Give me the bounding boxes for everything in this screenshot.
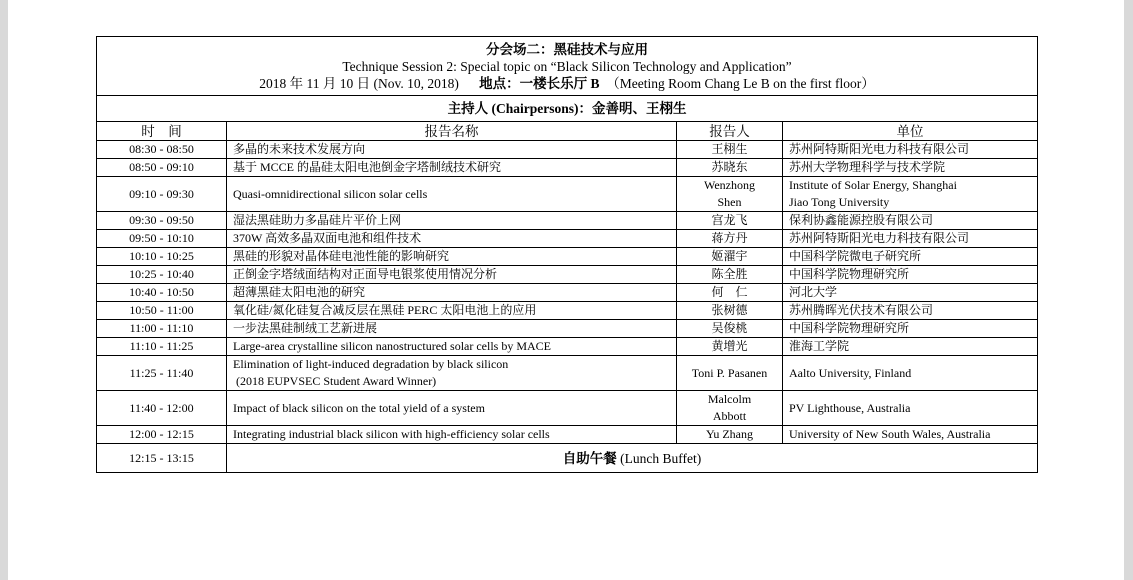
talk-time: 09:50 - 10:10 [97, 230, 227, 248]
talk-speaker-line2: Abbott [712, 409, 747, 423]
talk-speaker: 宫龙飞 [677, 212, 783, 230]
talk-speaker: 王栩生 [677, 141, 783, 159]
talk-speaker-line1: Malcolm [707, 392, 752, 406]
session-title-en: Technique Session 2: Special topic on “Black Silicon Technology and Application” [342, 59, 792, 74]
table-row [97, 391, 1038, 426]
talk-affiliation: 淮海工学院 [783, 338, 1038, 356]
talk-title: 黑硅的形貌对晶体硅电池性能的影响研究 [227, 248, 677, 266]
table-row [97, 302, 1038, 320]
session-header-row [97, 37, 1038, 96]
talk-affiliation: PV Lighthouse, Australia [783, 391, 1038, 426]
talk-time: 11:40 - 12:00 [97, 391, 227, 426]
talk-speaker-line2: Shen [717, 195, 742, 209]
chairpersons-row [97, 96, 1038, 122]
col-header-affiliation: 单位 [783, 122, 1038, 141]
session-location-label: 地点：一楼长乐厅 B [479, 76, 600, 91]
talk-affiliation: University of New South Wales, Australia [783, 426, 1038, 444]
talk-title: 氧化硅/氮化硅复合减反层在黑硅 PERC 太阳电池上的应用 [227, 302, 677, 320]
talk-title-line2: (2018 EUPVSEC Student Award Winner) [233, 374, 437, 388]
talk-speaker: Yu Zhang [677, 426, 783, 444]
talk-speaker: 黄增光 [677, 338, 783, 356]
talk-speaker [677, 391, 783, 426]
session-location-en: （Meeting Room Chang Le B on the first floor） [606, 76, 875, 91]
talk-title: Large-area crystalline silicon nanostructured solar cells by MACE [227, 338, 677, 356]
table-row [97, 159, 1038, 177]
talk-time: 12:00 - 12:15 [97, 426, 227, 444]
table-row [97, 177, 1038, 212]
talk-time: 08:30 - 08:50 [97, 141, 227, 159]
talk-speaker [677, 177, 783, 212]
lunch-time: 12:15 - 13:15 [97, 444, 227, 473]
talk-affiliation: 苏州腾晖光伏技术有限公司 [783, 302, 1038, 320]
talk-time: 10:50 - 11:00 [97, 302, 227, 320]
col-header-title: 报告名称 [227, 122, 677, 141]
talk-title: 基于 MCCE 的晶硅太阳电池倒金字塔制绒技术研究 [227, 159, 677, 177]
talk-affiliation: 中国科学院微电子研究所 [783, 248, 1038, 266]
document-page [8, 0, 1124, 580]
table-row [97, 338, 1038, 356]
column-header-row [97, 122, 1038, 141]
col-header-speaker: 报告人 [677, 122, 783, 141]
talk-affiliation: 保利协鑫能源控股有限公司 [783, 212, 1038, 230]
talk-speaker-line1: Wenzhong [703, 178, 756, 192]
talk-affiliation: 中国科学院物理研究所 [783, 266, 1038, 284]
talk-speaker: 张树德 [677, 302, 783, 320]
table-row [97, 212, 1038, 230]
talk-title: Integrating industrial black silicon with high-efficiency solar cells [227, 426, 677, 444]
talk-affiliation-line1: Institute of Solar Energy, Shanghai [789, 178, 957, 192]
table-row [97, 141, 1038, 159]
talk-title [227, 356, 677, 391]
chairpersons-names: 金善明、王栩生 [591, 101, 687, 116]
talk-title: 湿法黑硅助力多晶硅片平价上网 [227, 212, 677, 230]
talk-title: 正倒金字塔绒面结构对正面导电银浆使用情况分析 [227, 266, 677, 284]
session-date: 2018 年 11 月 10 日 (Nov. 10, 2018) [259, 76, 459, 91]
talk-affiliation [783, 177, 1038, 212]
lunch-label-en: (Lunch Buffet) [620, 450, 702, 466]
talk-time: 09:10 - 09:30 [97, 177, 227, 212]
chairpersons-label: 主持人 (Chairpersons)： [447, 101, 592, 116]
talk-speaker: 蒋方丹 [677, 230, 783, 248]
talk-affiliation: Aalto University, Finland [783, 356, 1038, 391]
talk-time: 11:00 - 11:10 [97, 320, 227, 338]
talk-title: Quasi-omnidirectional silicon solar cells [227, 177, 677, 212]
talk-speaker: 陈全胜 [677, 266, 783, 284]
session-date-location [97, 75, 1037, 92]
table-row [97, 266, 1038, 284]
lunch-label-cn: 自助午餐 [562, 450, 617, 466]
talk-speaker: 吴俊桃 [677, 320, 783, 338]
talk-speaker: 苏晓东 [677, 159, 783, 177]
talk-time: 09:30 - 09:50 [97, 212, 227, 230]
talk-affiliation-line2: Jiao Tong University [789, 195, 890, 209]
talk-time: 10:40 - 10:50 [97, 284, 227, 302]
talk-title-line1: Elimination of light-induced degradation by black silicon [233, 357, 509, 371]
talk-title: 370W 高效多晶双面电池和组件技术 [227, 230, 677, 248]
talk-title: 一步法黑硅制绒工艺新进展 [227, 320, 677, 338]
talk-title: 多晶的未来技术发展方向 [227, 141, 677, 159]
talk-title: 超薄黑硅太阳电池的研究 [227, 284, 677, 302]
talk-time: 10:10 - 10:25 [97, 248, 227, 266]
talk-speaker: 姬濯宇 [677, 248, 783, 266]
talk-speaker: 何 仁 [677, 284, 783, 302]
talk-speaker: Toni P. Pasanen [677, 356, 783, 391]
talk-affiliation: 中国科学院物理研究所 [783, 320, 1038, 338]
col-header-time: 时 间 [97, 122, 227, 141]
talk-affiliation: 苏州大学物理科学与技术学院 [783, 159, 1038, 177]
talk-time: 11:25 - 11:40 [97, 356, 227, 391]
table-row [97, 426, 1038, 444]
talk-title: Impact of black silicon on the total yield of a system [227, 391, 677, 426]
talk-affiliation: 河北大学 [783, 284, 1038, 302]
talk-affiliation: 苏州阿特斯阳光电力科技有限公司 [783, 230, 1038, 248]
talk-time: 08:50 - 09:10 [97, 159, 227, 177]
table-row [97, 248, 1038, 266]
talk-affiliation: 苏州阿特斯阳光电力科技有限公司 [783, 141, 1038, 159]
talk-time: 10:25 - 10:40 [97, 266, 227, 284]
table-row [97, 284, 1038, 302]
table-row [97, 320, 1038, 338]
lunch-row [97, 444, 1038, 473]
lunch-label [227, 444, 1038, 473]
table-row [97, 230, 1038, 248]
session-title-cn: 分会场二：黑硅技术与应用 [486, 42, 649, 57]
talk-time: 11:10 - 11:25 [97, 338, 227, 356]
session-schedule-table [96, 36, 1038, 473]
table-row [97, 356, 1038, 391]
